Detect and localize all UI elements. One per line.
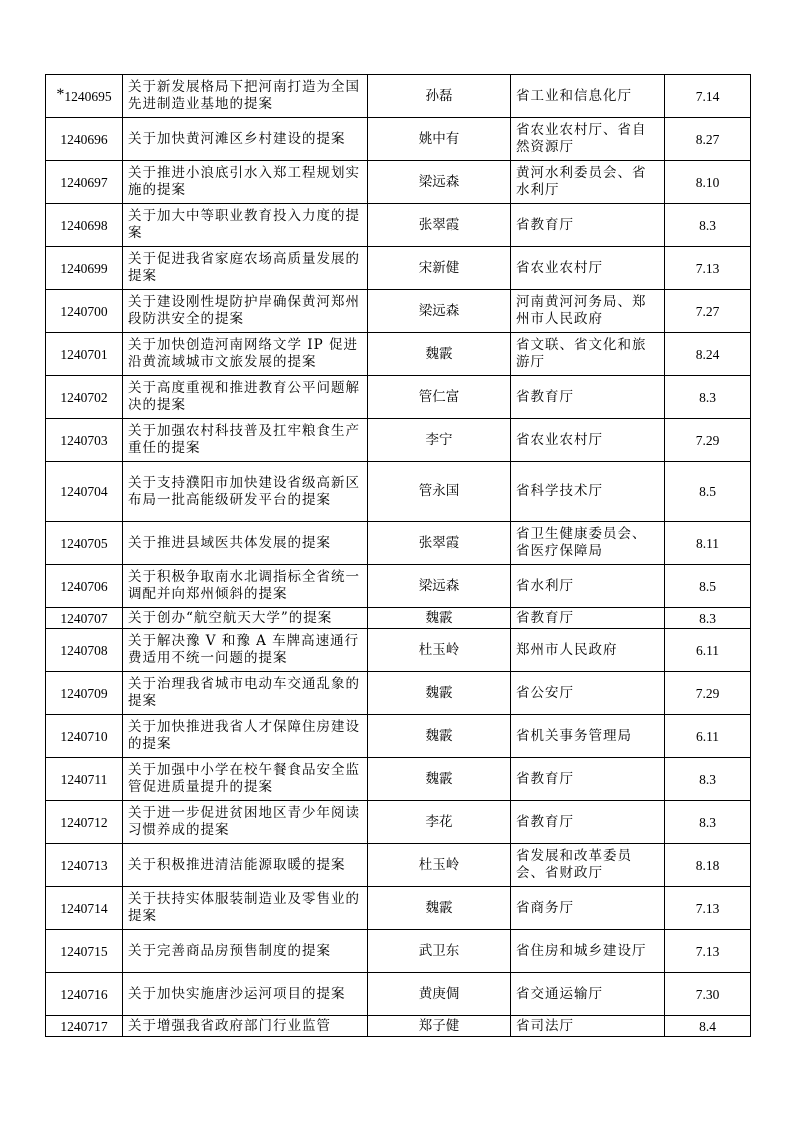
handling-department: 黄河水利委员会、省水利厅: [511, 161, 665, 204]
proposal-title: 关于推进小浪底引水入郑工程规划实施的提案: [123, 161, 368, 204]
proposal-number-text: 1240707: [60, 610, 108, 626]
handling-department: 河南黄河河务局、郑州市人民政府: [511, 290, 665, 333]
handling-department: 省教育厅: [511, 376, 665, 419]
proposal-number: [46, 715, 123, 758]
proposal-score: 8.24: [665, 333, 751, 376]
proposer-name: 魏霰: [368, 758, 511, 801]
handling-department: 省工业和信息化厅: [511, 75, 665, 118]
proposal-number: [46, 565, 123, 608]
proposal-title: 关于建设刚性堤防护岸确保黄河郑州段防洪安全的提案: [123, 290, 368, 333]
proposal-score: 8.27: [665, 118, 751, 161]
proposal-number-text: 1240712: [60, 814, 108, 830]
proposal-number-text: 1240706: [60, 578, 108, 594]
proposer-name: 梁远森: [368, 290, 511, 333]
proposal-number: [46, 973, 123, 1016]
proposal-number-text: 1240710: [60, 728, 108, 744]
handling-department: 省卫生健康委员会、省医疗保障局: [511, 522, 665, 565]
proposal-number: [46, 801, 123, 844]
proposer-name: 张翠霞: [368, 522, 511, 565]
table-row: [46, 565, 751, 608]
proposal-number-text: 1240697: [60, 174, 108, 190]
table-row: [46, 247, 751, 290]
proposer-name: 梁远森: [368, 161, 511, 204]
proposal-score: 6.11: [665, 715, 751, 758]
table-row: [46, 973, 751, 1016]
proposal-number: [46, 376, 123, 419]
proposal-number-text: 1240701: [60, 346, 108, 362]
handling-department: 省商务厅: [511, 887, 665, 930]
proposal-number-text: 1240709: [60, 685, 108, 701]
proposal-score: 7.14: [665, 75, 751, 118]
handling-department: 省公安厅: [511, 672, 665, 715]
proposal-score: 7.30: [665, 973, 751, 1016]
table-row: [46, 1016, 751, 1037]
table-row: [46, 608, 751, 629]
table-row: [46, 930, 751, 973]
proposal-table: [45, 74, 751, 1037]
proposer-name: 魏霰: [368, 715, 511, 758]
proposal-title: 关于创办“航空航天大学”的提案: [123, 608, 368, 629]
proposal-score: 8.3: [665, 204, 751, 247]
handling-department: 省科学技术厅: [511, 462, 665, 522]
proposer-name: 魏霰: [368, 887, 511, 930]
proposer-name: 郑子健: [368, 1016, 511, 1037]
proposal-title: 关于增强我省政府部门行业监管: [123, 1016, 368, 1037]
proposal-number: [46, 844, 123, 887]
proposal-score: 8.3: [665, 758, 751, 801]
handling-department: 省水利厅: [511, 565, 665, 608]
proposal-number: [46, 629, 123, 672]
proposal-number-text: 1240695: [64, 88, 112, 104]
proposal-number-text: 1240705: [60, 535, 108, 551]
proposal-number: [46, 930, 123, 973]
proposal-title: 关于加大中等职业教育投入力度的提案: [123, 204, 368, 247]
proposal-title: 关于治理我省城市电动车交通乱象的提案: [123, 672, 368, 715]
proposal-number: [46, 161, 123, 204]
proposal-number: [46, 118, 123, 161]
proposer-name: 姚中有: [368, 118, 511, 161]
proposal-title: 关于扶持实体服装制造业及零售业的提案: [123, 887, 368, 930]
key-proposal-mark: *: [56, 85, 65, 103]
proposal-title: 关于支持濮阳市加快建设省级高新区布局一批高能级研发平台的提案: [123, 462, 368, 522]
handling-department: 省文联、省文化和旅游厅: [511, 333, 665, 376]
proposer-name: 杜玉岭: [368, 844, 511, 887]
proposal-number: [46, 1016, 123, 1037]
proposer-name: 管仁富: [368, 376, 511, 419]
proposer-name: 梁远森: [368, 565, 511, 608]
proposer-name: 杜玉岭: [368, 629, 511, 672]
proposer-name: 管永国: [368, 462, 511, 522]
handling-department: 省教育厅: [511, 801, 665, 844]
table-row: [46, 887, 751, 930]
proposal-number: [46, 333, 123, 376]
proposer-name: 张翠霞: [368, 204, 511, 247]
proposal-score: 8.10: [665, 161, 751, 204]
proposer-name: 魏霰: [368, 672, 511, 715]
handling-department: 省农业农村厅: [511, 419, 665, 462]
proposal-number-text: 1240717: [60, 1018, 108, 1034]
handling-department: 省农业农村厅: [511, 247, 665, 290]
proposal-title: 关于推进县域医共体发展的提案: [123, 522, 368, 565]
proposal-title: 关于高度重视和推进教育公平问题解决的提案: [123, 376, 368, 419]
table-row: [46, 462, 751, 522]
table-row: [46, 376, 751, 419]
proposal-number-text: 1240699: [60, 260, 108, 276]
proposal-number: [46, 887, 123, 930]
proposal-title: 关于新发展格局下把河南打造为全国先进制造业基地的提案: [123, 75, 368, 118]
proposal-number-text: 1240711: [60, 771, 108, 787]
proposal-number-text: 1240713: [60, 857, 108, 873]
proposal-score: 8.3: [665, 801, 751, 844]
table-row: [46, 333, 751, 376]
handling-department: 省司法厅: [511, 1016, 665, 1037]
proposer-name: 李宁: [368, 419, 511, 462]
table-row: [46, 75, 751, 118]
proposal-number-text: 1240700: [60, 303, 108, 319]
proposal-number: [46, 204, 123, 247]
handling-department: 省交通运输厅: [511, 973, 665, 1016]
table-row: [46, 522, 751, 565]
handling-department: 省农业农村厅、省自然资源厅: [511, 118, 665, 161]
table-row: [46, 758, 751, 801]
table-row: [46, 715, 751, 758]
proposer-name: 李花: [368, 801, 511, 844]
table-row: [46, 161, 751, 204]
table-row: [46, 419, 751, 462]
proposal-number-text: 1240703: [60, 432, 108, 448]
table-row: [46, 629, 751, 672]
proposal-score: 7.13: [665, 930, 751, 973]
proposal-number-text: 1240715: [60, 943, 108, 959]
proposal-title: 关于加快创造河南网络文学 IP 促进沿黄流域城市文旅发展的提案: [123, 333, 368, 376]
proposal-title: 关于完善商品房预售制度的提案: [123, 930, 368, 973]
proposer-name: 黄庚倜: [368, 973, 511, 1016]
proposal-title: 关于加强农村科技普及扛牢粮食生产重任的提案: [123, 419, 368, 462]
handling-department: 省机关事务管理局: [511, 715, 665, 758]
handling-department: 省教育厅: [511, 204, 665, 247]
proposal-title: 关于积极争取南水北调指标全省统一调配并向郑州倾斜的提案: [123, 565, 368, 608]
proposal-number-text: 1240716: [60, 986, 108, 1002]
proposal-title: 关于积极推进清洁能源取暖的提案: [123, 844, 368, 887]
proposal-title: 关于加快黄河滩区乡村建设的提案: [123, 118, 368, 161]
proposal-title: 关于加快推进我省人才保障住房建设的提案: [123, 715, 368, 758]
proposal-score: 7.29: [665, 419, 751, 462]
proposal-number: [46, 522, 123, 565]
table-row: [46, 801, 751, 844]
proposal-score: 8.18: [665, 844, 751, 887]
handling-department: 省住房和城乡建设厅: [511, 930, 665, 973]
proposal-score: 6.11: [665, 629, 751, 672]
proposal-number: [46, 75, 123, 118]
table-row: [46, 672, 751, 715]
handling-department: 省发展和改革委员会、省财政厅: [511, 844, 665, 887]
proposal-number: [46, 247, 123, 290]
proposer-name: 孙磊: [368, 75, 511, 118]
proposal-title: 关于加快实施唐沙运河项目的提案: [123, 973, 368, 1016]
proposer-name: 魏霰: [368, 333, 511, 376]
proposal-score: 8.5: [665, 462, 751, 522]
table-row: [46, 204, 751, 247]
table-row: [46, 844, 751, 887]
proposal-number-text: 1240714: [60, 900, 108, 916]
proposal-number: [46, 462, 123, 522]
proposal-number-text: 1240708: [60, 642, 108, 658]
proposal-number-text: 1240702: [60, 389, 108, 405]
proposal-number: [46, 672, 123, 715]
proposal-score: 7.13: [665, 887, 751, 930]
table-row: [46, 290, 751, 333]
proposal-title: 关于促进我省家庭农场高质量发展的提案: [123, 247, 368, 290]
proposal-score: 8.3: [665, 376, 751, 419]
proposal-title: 关于进一步促进贫困地区青少年阅读习惯养成的提案: [123, 801, 368, 844]
handling-department: 省教育厅: [511, 758, 665, 801]
proposal-number-text: 1240704: [60, 484, 108, 499]
proposal-number: [46, 758, 123, 801]
proposal-table-body: [46, 75, 751, 1037]
proposal-title: 关于加强中小学在校午餐食品安全监管促进质量提升的提案: [123, 758, 368, 801]
proposal-score: 8.5: [665, 565, 751, 608]
proposal-number: [46, 290, 123, 333]
proposal-score: 8.4: [665, 1016, 751, 1037]
proposer-name: 宋新健: [368, 247, 511, 290]
proposal-number-text: 1240698: [60, 217, 108, 233]
table-row: [46, 118, 751, 161]
proposal-number-text: 1240696: [60, 131, 108, 147]
proposal-score: 7.27: [665, 290, 751, 333]
proposer-name: 魏霰: [368, 608, 511, 629]
proposer-name: 武卫东: [368, 930, 511, 973]
proposal-score: 7.13: [665, 247, 751, 290]
proposal-score: 7.29: [665, 672, 751, 715]
proposal-number: [46, 419, 123, 462]
proposal-score: 8.3: [665, 608, 751, 629]
proposal-number: [46, 608, 123, 629]
handling-department: 郑州市人民政府: [511, 629, 665, 672]
proposal-score: 8.11: [665, 522, 751, 565]
handling-department: 省教育厅: [511, 608, 665, 629]
proposal-title: 关于解决豫 V 和豫 A 车牌高速通行费适用不统一问题的提案: [123, 629, 368, 672]
